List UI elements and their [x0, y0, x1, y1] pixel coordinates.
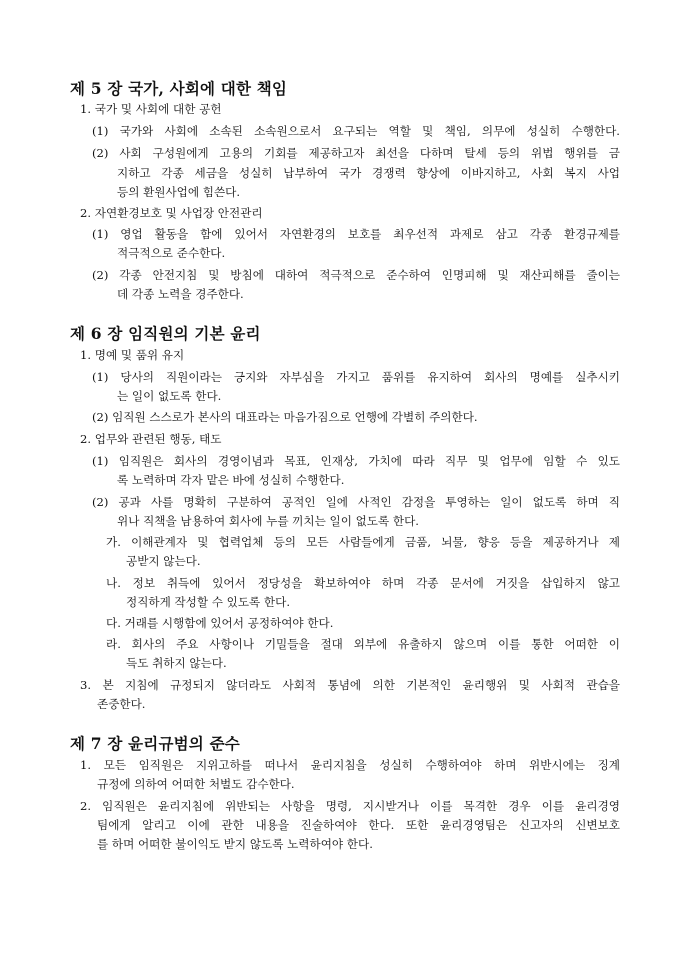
- ch5-item-1-1: (1) 국가와 사회에 소속된 소속원으로서 요구되는 역할 및 책임, 의무에 성실히 수행한다.: [92, 124, 620, 138]
- chapter-7-title: 제 7 장 윤리규범의 준수: [70, 734, 240, 753]
- ch6-item-2-2-ga: 가. 이해관계자 및 협력업체 등의 모든 사람들에게 금품, 뇌물, 향응 등을 제공하거나 제: [106, 535, 620, 549]
- ch5-item-2-2: (2) 각종 안전지침 및 방침에 대하여 적극적으로 준수하여 인명피해 및 재산피해를 줄이는: [92, 268, 620, 282]
- ch5-item-2-2-cont: 데 각종 노력을 경주한다.: [117, 287, 244, 301]
- ch6-item-1-1: (1) 당사의 직원이라는 긍지와 자부심을 가지고 품위를 유지하여 회사의 명예를 실추시키: [92, 370, 620, 384]
- ch5-item-2-1-cont: 적극적으로 준수한다.: [117, 246, 226, 260]
- ch6-item-3-cont: 존중한다.: [97, 697, 146, 711]
- ch7-item-2: 2. 임직원은 윤리지침에 위반되는 사항을 명령, 지시받거나 이를 목격한 경우 이를 윤리경영: [80, 799, 620, 813]
- ch6-item-2-1-cont: 록 노력하며 각자 맡은 바에 성실히 수행한다.: [117, 473, 345, 487]
- ch7-item-2-cont: 를 하며 어떠한 불이익도 받지 않도록 노력하여야 한다.: [97, 837, 373, 851]
- chapter-5-title: 제 5 장 국가, 사회에 대한 책임: [70, 79, 288, 98]
- ch6-item-2-2-na: 나. 정보 취득에 있어서 정당성을 확보하여야 하며 각종 문서에 거짓을 삽입하지 않고: [106, 576, 620, 590]
- ch6-item-2-1: (1) 임직원은 회사의 경영이념과 목표, 인재상, 가치에 따라 직무 및 업무에 임할 수 있도: [92, 454, 620, 468]
- ch6-item-3: 3. 본 지침에 규정되지 않더라도 사회적 통념에 의한 기본적인 윤리행위 및 사회적 관습을: [80, 678, 620, 692]
- ch6-item-2-2-da: 다. 거래를 시행함에 있어서 공정하여야 한다.: [106, 616, 334, 630]
- ch6-item-2-2-ra-cont: 득도 취하지 않는다.: [126, 656, 227, 670]
- ch5-item-1-2-cont: 등의 환원사업에 힘쓴다.: [117, 185, 241, 199]
- ch5-item-2: 2. 자연환경보호 및 사업장 안전관리: [80, 206, 263, 220]
- ch5-item-1-2-cont: 지하고 각종 세금을 성실히 납부하여 국가 경쟁력 향상에 이바지하고, 사회 복지 사업: [117, 166, 620, 180]
- ch5-item-1-2: (2) 사회 구성원에게 고용의 기회를 제공하고자 최선을 다하며 탈세 등의 위법 행위를 금: [92, 146, 620, 160]
- ch5-item-2-1: (1) 영업 활동을 함에 있어서 자연환경의 보호를 최우선적 과제로 삼고 각종 환경규제를: [92, 227, 620, 241]
- ch7-item-2-cont: 팀에게 알리고 이에 관한 내용을 진술하여야 한다. 또한 윤리경영팀은 신고자의 신변보호: [97, 818, 620, 832]
- ch6-item-2-2-ra: 라. 회사의 주요 사항이나 기밀들을 절대 외부에 유출하지 않으며 이를 통한 어떠한 이: [106, 637, 620, 651]
- ch7-item-1: 1. 모든 임직원은 지위고하를 떠나서 윤리지침을 성실히 수행하여야 하며 위반시에는 징계: [80, 758, 620, 772]
- ch6-item-2-2-na-cont: 정직하게 작성할 수 있도록 한다.: [126, 595, 291, 609]
- ch6-item-2-2-ga-cont: 공받지 않는다.: [126, 554, 201, 568]
- ch5-item-1: 1. 국가 및 사회에 대한 공헌: [80, 102, 222, 116]
- ch6-item-1: 1. 명예 및 품위 유지: [80, 348, 185, 362]
- ch7-item-1-cont: 규정에 의하여 어떠한 처벌도 감수한다.: [97, 777, 295, 791]
- ch6-item-1-2: (2) 임직원 스스로가 본사의 대표라는 마음가짐으로 언행에 각별히 주의한다.: [92, 410, 478, 424]
- ch6-item-1-1-cont: 는 일이 없도록 한다.: [117, 389, 222, 403]
- ch6-item-2-2-cont: 위나 직책을 남용하여 회사에 누를 끼치는 일이 없도록 한다.: [117, 514, 419, 528]
- ch6-item-2: 2. 업무와 관련된 행동, 태도: [80, 432, 222, 446]
- chapter-6-title: 제 6 장 임직원의 기본 윤리: [70, 324, 261, 343]
- ch6-item-2-2: (2) 공과 사를 명확히 구분하여 공적인 일에 사적인 감정을 투영하는 일이 없도록 하며 직: [92, 495, 620, 509]
